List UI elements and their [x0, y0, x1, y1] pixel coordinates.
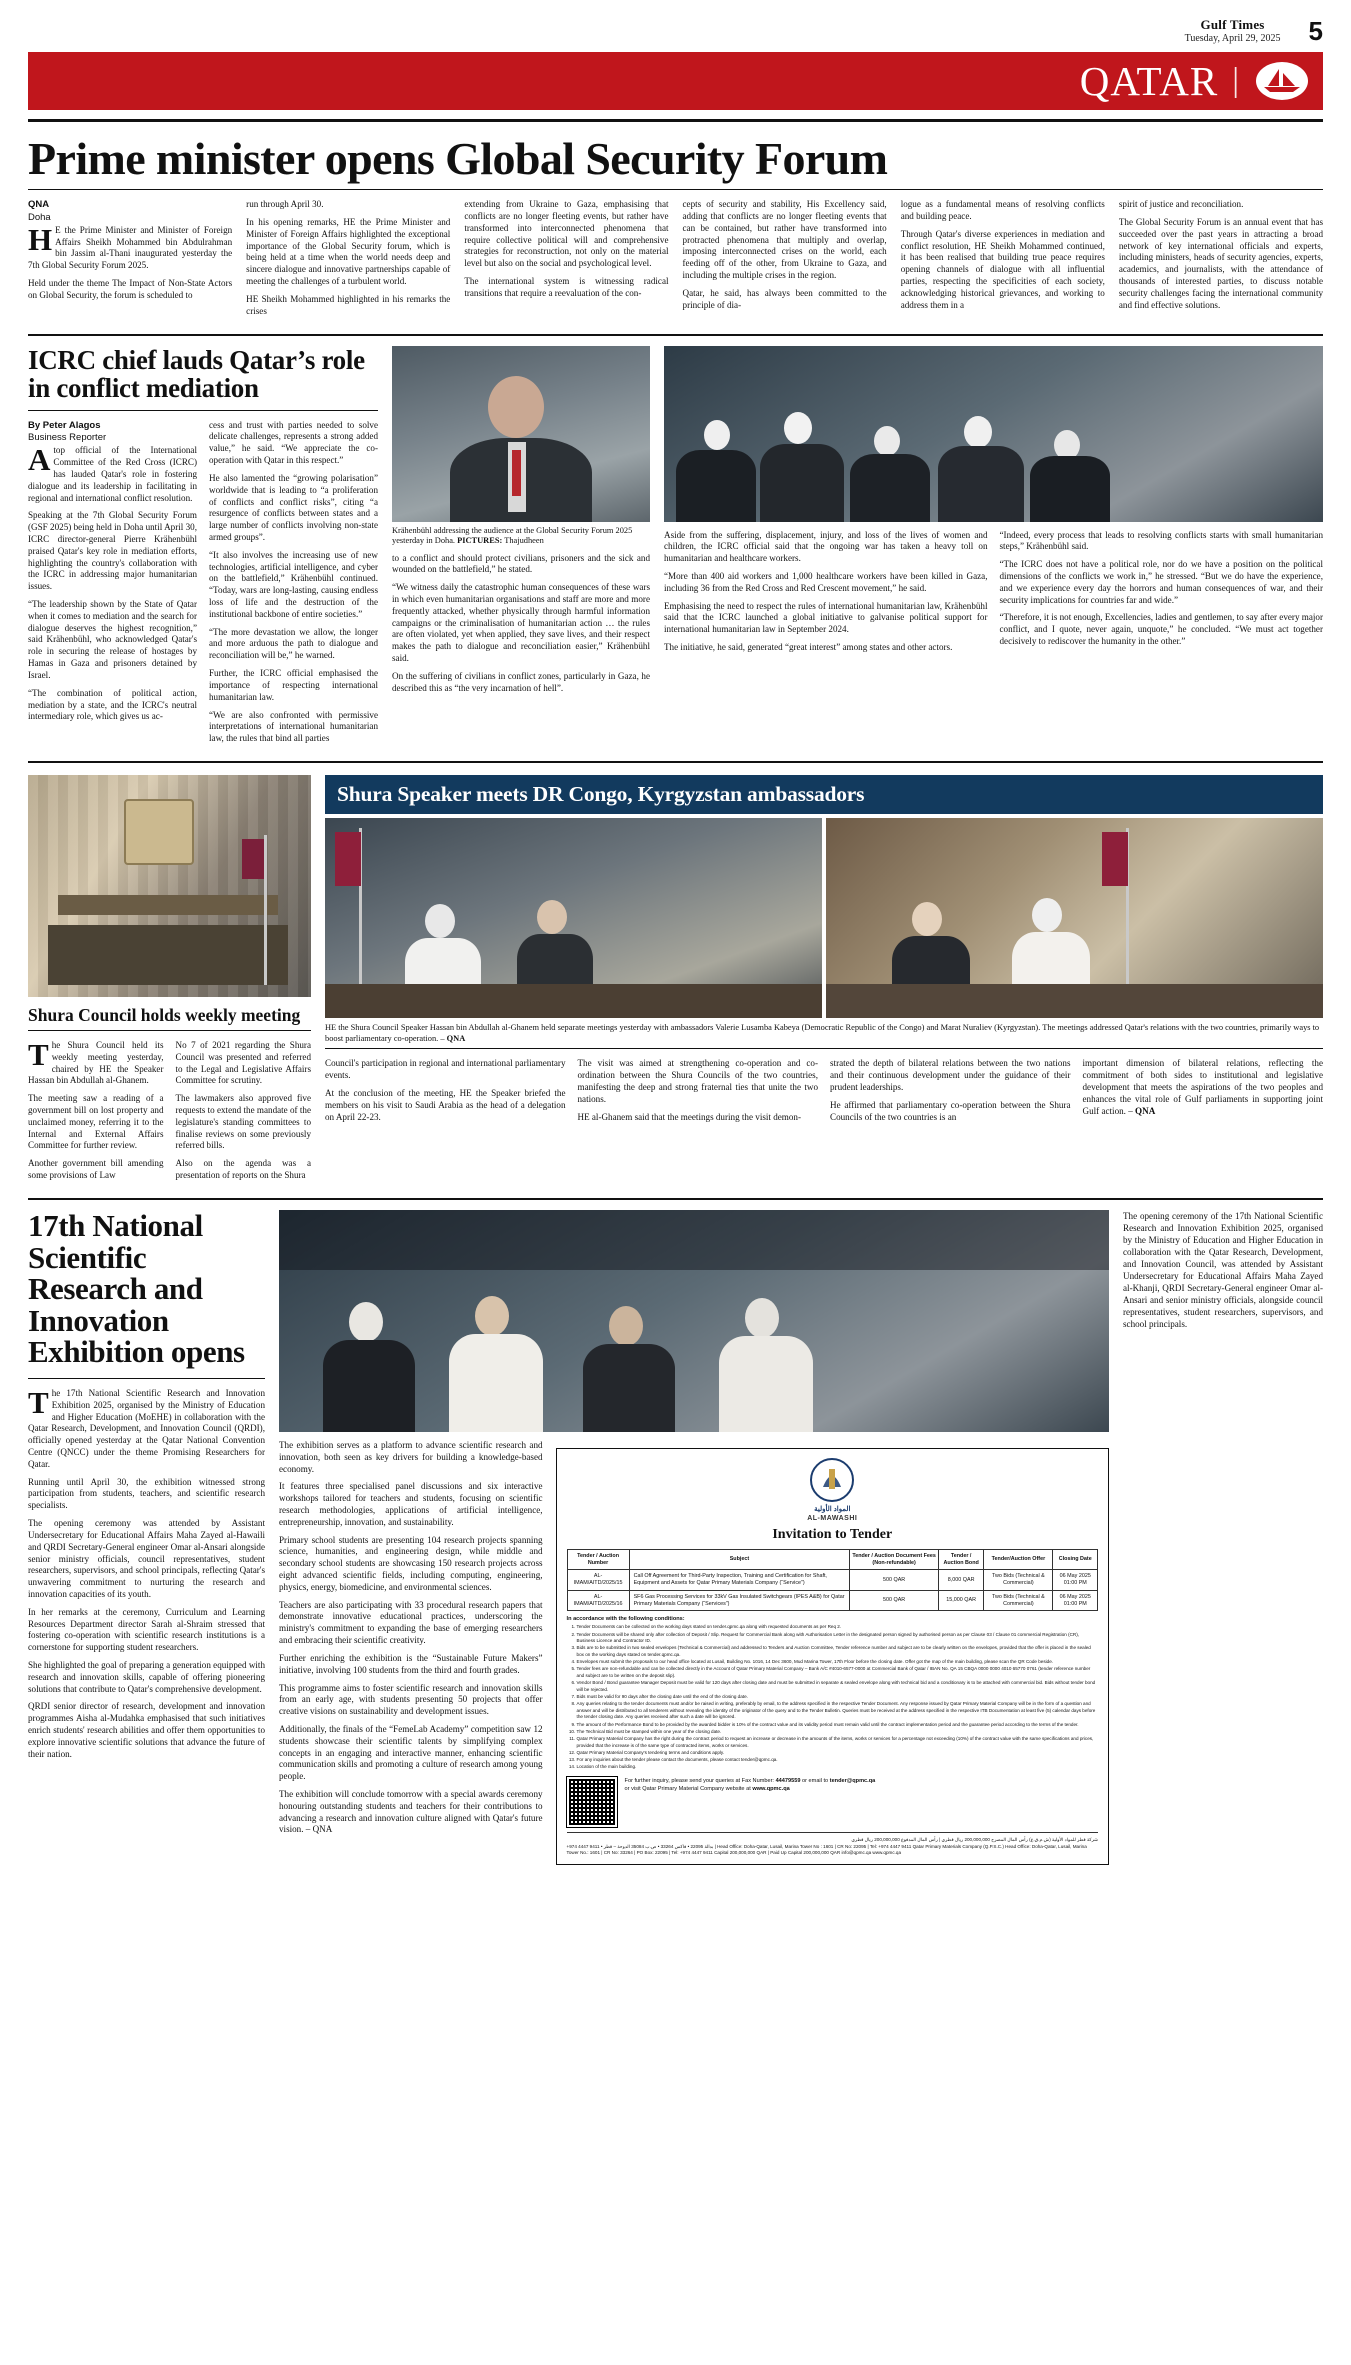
- cell-number: AL-IMAM/AITD/2025/15: [567, 1570, 629, 1591]
- shura-columns-right: [325, 1058, 1323, 1129]
- rule-under-lead-headline: [28, 189, 1323, 190]
- icrc-right-block: [664, 346, 1323, 751]
- caption-text: Krähenbühl addressing the audience at the Global Security Forum 2025 yesterday in Doha.: [392, 525, 633, 546]
- paragraph: Atop official of the International Committee of the Red Cross (ICRC) has lauded Qatar's role in fostering dialogue and its leadership in facilitating in regional and international conflict resolution.: [28, 442, 197, 503]
- rule-under-icrc-headline: [28, 410, 378, 411]
- list-item: 4. Envelopes must submit the proposals to our head office located at Lusail, Building No. 1016, 14 Dec 3600, Mud Marina Tower, 17th Floor before the closing date. Offer got the map of the main building, please scan the QR Code beside.: [577, 1659, 1098, 1666]
- paragraph: “It also involves the increasing use of new technologies, artificial intelligence, and cyber on the battlefield,” Krähenbühl continued. “Today, wars are long-lasting, causing endless loss of life and the destruction of the institutional backbone of entire societies.”: [209, 549, 378, 619]
- cell-subject: SF6 Gas Processing Services for 33kV Gas Insulated Switchgears (IPES A&B) for Qatar Primary Materials Company (“Services”): [629, 1590, 850, 1611]
- paragraph: The initiative, he said, generated “great interest” among states and other actors.: [664, 642, 953, 653]
- photo-shura-chamber: [28, 775, 311, 997]
- paragraph: strated the depth of bilateral relations between the two nations and their continuous development under the guidance of their prudent leaderships.: [830, 1058, 1071, 1093]
- list-item: 5. Tender fees are non-refundable and can be collected directly in the Account of Qatar Primary Material Company – Bank A/C #4010-6577-0000 at Commercial Bank of Qatar / IBAN No. QA 15 CBQA 0000 0000 4010 65770 0761 (tender reference number and subject are to be written on the deposit slip).: [577, 1666, 1098, 1679]
- paragraph: The visit was aimed at strengthening co-operation and co-ordination between the Shura Councils of the two countries, manifesting the deep and strong fraternal ties that unite the two nations.: [577, 1058, 818, 1104]
- paragraph: He also lamented the “growing polarisation” worldwide that is leading to “a proliferation of conflicts and conflict risks”, citing “a resurgence of conflicts between states and a large number of conflicts involving non-state armed groups”.: [209, 472, 378, 542]
- photo-exhibition-opening: [279, 1210, 1109, 1432]
- section-banner: [28, 52, 1323, 110]
- enquiry-web-label: or visit Qatar Primary Material Company website at: [624, 1786, 751, 1793]
- section-title: QATAR: [1079, 58, 1219, 105]
- ad-brand-english: AL-MAWASHI: [807, 1514, 858, 1522]
- lead-column-6: [1119, 199, 1323, 323]
- paragraph: No 7 of 2021 regarding the Shura Council was presented and referred to the Legal and Legislative Affairs Committee for scrutiny.: [175, 1039, 311, 1086]
- list-item: 9. The amount of the Performance Bond to be provided by the awarded bidder is 10% of the contract value and its validity period must remain valid until the contract implementation period and the guarantee period according to the terms of the tender.: [577, 1722, 1098, 1729]
- th-fees: Tender / Auction Document Fees (Non-refundable): [850, 1549, 939, 1570]
- national-middle-block: [279, 1210, 1109, 1865]
- icrc-column-4: [664, 530, 988, 660]
- paragraph: HE Sheikh Mohammed highlighted in his remarks the crises: [246, 293, 451, 316]
- shura-paragraph-text: important dimension of bilateral relations, reflecting the commitment of both sides to institutional and legislative development that meets the aspirations of the two peoples and enhances the vital role of Gulf parliaments in supporting joint Gulf action. –: [1082, 1058, 1323, 1116]
- qpmc-logo-icon: [809, 1457, 855, 1503]
- th-bond: Tender / Auction Bond: [938, 1549, 983, 1570]
- dhow-logo-icon: [1255, 61, 1309, 101]
- cell-offer: Two Bids (Technical & Commercial): [984, 1590, 1053, 1611]
- ad-brand-arabic: المواد الأولية: [814, 1505, 851, 1513]
- cell-fees: 500 QAR: [850, 1590, 939, 1611]
- paragraph: It features three specialised panel discussions and six interactive workshops tailored for teachers and students, focusing on scientific research methodologies, applications of artificial intelligence, entrepreneurship, innovation, and sustainability.: [279, 1481, 543, 1527]
- shura-columns-left: [28, 1036, 311, 1188]
- paragraph: Also on the agenda was a presentation of reports on the Shura: [175, 1158, 311, 1181]
- ad-footer-english: +974 4447 9411 • بدالة 22095 • فاكس 33264 • ص.ب 35084 الدوحة – قطر | Head Office: Doha-Qatar, Lusail, Marina Tower No : 1601 | CR No: 22095 | Tel: +974 4447 9411 Qatar Primary Materials Company (Q.P.S.C.) Head Office: Doha-Qatar, Lusail, Marina Tower No.: 1601 | CR No: 33264 | PO Box: 22095 | Tel: +974 4447 9411 Capital 200,000,000 QAR | Paid Up Capital 200,000,000 QAR info@qpmc.qa www.qpmc.qa: [566, 1843, 1087, 1856]
- page-number: 5: [1308, 16, 1323, 47]
- paragraph: “The ICRC does not have a political role, nor do we have a position on the political dimensions of the conflicts we work in,” he stressed. “But we do have the experience, and we experience every day the horrors and human consequences of war, and their security implications for countries far and wide.”: [999, 559, 1323, 605]
- banner-divider: |: [1232, 62, 1239, 100]
- rule-under-banner: [28, 119, 1323, 122]
- th-offer: Tender/Auction Offer: [984, 1549, 1053, 1570]
- photo-caption-krahenbuhl: [392, 526, 650, 547]
- national-column-1: [28, 1384, 265, 1761]
- shura-column-4: [578, 1058, 819, 1129]
- icrc-column-2: [209, 420, 378, 751]
- ad-footer: [567, 1777, 1098, 1827]
- paragraph: The lawmakers also approved five requests to extend the mandate of the legislature's standing committees to finalise reviews on some previously referred bills.: [175, 1093, 311, 1151]
- paragraph: extending from Ukraine to Gaza, emphasising that conflicts are no longer fleeting events, but rather have transformed into interconnected phenomena that require collective political will and comprehensive strategies for reconstruction, not only on the material level but also on the social and psychological level.: [464, 199, 669, 269]
- paragraph: HE the Prime Minister and Minister of Foreign Affairs Sheikh Mohammed bin Abdulrahman bin Jassim al-Thani inaugurated yesterday the 7th Global Security Forum 2025.: [28, 221, 233, 271]
- paragraph: Additionally, the finals of the “FemeLab Academy” competition saw 12 students showcase their scientific talents by simplifying complex concepts in an engaging and interactive manner, enhancing scientific communication skills and promoting a culture of research among young people.: [279, 1723, 543, 1782]
- ad-footer-arabic: شركة قطر للمواد الأولية (ش.م.ق.ع) رأس المال المصرح 200,000,000 ريال قطري | رأس المال المدفوع 200,000,000 ريال قطري: [567, 1832, 1098, 1844]
- tender-table-header-row: [567, 1549, 1097, 1570]
- ad-conditions-list: [567, 1624, 1098, 1770]
- icrc-columns-under-photo: [392, 553, 650, 701]
- icrc-story: [28, 346, 1323, 751]
- byline-source: QNA: [28, 199, 50, 211]
- paragraph: Aside from the suffering, displacement, injury, and loss of the lives of women and children, the ICRC official said that the ongoing war has taken a heavy toll on humanitarian and healthcare workers.: [664, 529, 988, 564]
- paragraph: spirit of justice and reconciliation.: [1118, 199, 1244, 210]
- national-headline: 17th National Scientific Research and Innovation Exhibition opens: [28, 1207, 245, 1370]
- shura-paragraph: [1083, 1058, 1324, 1117]
- list-item: 13. For any inquiries about the tender please contact the documents, please contact tender@qpmc.qa.: [577, 1757, 1098, 1764]
- cell-subject: Call Off Agreement for Third-Party Inspection, Training and Certification for Shaft, Equipment and Assets for Qatar Primary Materials Company (“Service”): [629, 1570, 850, 1591]
- caption-text: HE the Shura Council Speaker Hassan bin Abdullah al-Ghanem held separate meetings yesterday with ambassadors Valerie Lusamba Kabeya (Democratic Republic of the Congo) and Marat Nuraliev (Kyrgyzstan). The meetings addressed Qatar's relations with the two countries, primarily ways to boost parliamentary co-operation. –: [325, 1022, 1320, 1043]
- paragraph: At the conclusion of the meeting, HE the Speaker briefed the members on his visit to Saudi Arabia as the head of a delegation on April 22-23.: [325, 1088, 566, 1122]
- paragraph: logue as a fundamental means of resolving conflicts and building peace.: [900, 199, 1105, 222]
- caption-credit: QNA: [446, 1033, 466, 1043]
- ad-title: Invitation to Tender: [772, 1526, 893, 1542]
- list-item: 6. Vendor Bond / Bond guarantee Manager Deposit must be valid for 120 days after closing date and must be submitted in separate & sealed envelope along with technical bid and a conditionary is to be attached with commercial bid. Bids without tender bond will be rejected.: [577, 1680, 1098, 1693]
- byline-city: Doha: [28, 212, 51, 224]
- paragraph: The Global Security Forum is an annual event that has succeeded over the past years in attracting a broad network of key international officials and experts, including ministers, heads of security agencies, experts, academics, and journalists, with the attendance of thousands of interested parties, to discuss notable security challenges facing the international community and find effective solutions.: [1118, 217, 1324, 310]
- icrc-headline: ICRC chief lauds Qatar’s role in conflict mediation: [28, 344, 365, 403]
- photo-krahenbuhl: [392, 346, 650, 522]
- publication-title: Gulf Times: [1200, 17, 1265, 32]
- publication-date: Tuesday, April 29, 2025: [1184, 33, 1281, 45]
- list-item: 7. Bids must be valid for 90 days after the closing date until the end of the closing date.: [577, 1694, 1098, 1701]
- enquiry-email-label: or email to: [802, 1777, 829, 1784]
- rule-above-national: [28, 1198, 1323, 1200]
- table-row: [567, 1590, 1097, 1611]
- caption-credit-label: PICTURES:: [457, 536, 503, 546]
- paragraph: Another government bill amending some provisions of Law: [28, 1158, 164, 1181]
- paragraph: cepts of security and stability, His Excellency said, adding that conflicts are no longer fleeting events that can be contained, but rather have transformed into protracted phenomena that multiply and overlap, imposing interconnected crises on the world, each feeding off of the other, from Ukraine to Gaza, and including the multiple crises in the region.: [682, 199, 887, 281]
- enquiry-fax: 44479559: [775, 1777, 801, 1784]
- paragraph: QRDI senior director of research, development and innovation programmes Aisha al-Mudahka emphasised that such initiatives enrich students' research abilities and offer them opportunities to explore innovative scientific solutions that advance the future of their nation.: [28, 1701, 265, 1759]
- paragraph: On the suffering of civilians in conflict zones, particularly in Gaza, he described this as “the very incarnation of hell”.: [392, 670, 650, 693]
- cell-bond: 15,000 QAR: [938, 1590, 983, 1611]
- paragraph: cess and trust with parties needed to solve delicate challenges, represents a strong added value,” he said. “We appreciate the co-operation with Qatar in this respect.”: [209, 419, 378, 466]
- paragraph: “The more devastation we allow, the longer and more arduous the path to dialogue and reconciliation will be,” he warned.: [209, 626, 378, 661]
- shura-banner-headline: Shura Speaker meets DR Congo, Kyrgyzstan ambassadors: [325, 775, 1323, 814]
- paragraph: He affirmed that parliamentary co-operation between the Shura Councils of the two countries is an: [830, 1099, 1071, 1122]
- icrc-byline: [28, 420, 197, 446]
- paragraph: Held under the theme The Impact of Non-State Actors on Global Security, the forum is scheduled to: [28, 278, 233, 300]
- icrc-left-block: [28, 346, 378, 751]
- paragraph: Further, the ICRC official emphasised the importance of respecting international humanitarian law.: [209, 668, 378, 702]
- shura-photo-row: [325, 818, 1323, 1018]
- paragraph: She highlighted the goal of preparing a generation equipped with research and innovation skills, capable of offering pioneering solutions that contribute to Qatar's comprehensive development.: [28, 1660, 265, 1694]
- photo-caption-shura: [325, 1023, 1323, 1045]
- paragraph: The exhibition will conclude tomorrow with a special awards ceremony honouring outstanding students and teachers for their contributions to advancing a research and innovation culture aligned with Qatar's future vision. – QNA: [279, 1789, 543, 1835]
- paragraph: “The leadership shown by the State of Qatar when it comes to mediation and the search for dialogue deserves the highest recognition,” said Krähenbühl, who acknowledged Qatar's role in securing the release of hostages by Hamas in Gaza and prisoners detained by Israel.: [28, 599, 197, 680]
- table-row: [567, 1570, 1097, 1591]
- shura-right-block: [325, 775, 1323, 1188]
- masthead-center: [1185, 18, 1281, 44]
- paragraph: HE al-Ghanem said that the meetings during the visit demon-: [577, 1111, 802, 1122]
- shura-credit: QNA: [1135, 1105, 1156, 1116]
- photo-shura-meeting-congo: [325, 818, 822, 1018]
- paragraph: Through Qatar's diverse experiences in mediation and conflict resolution, HE Sheikh Mohammed continued, it has been realised that building true peace requires opening channels of dialogue with all influential parties, respecting the specificities of each society, acknowledging historical grievances, and working to address them in a: [900, 228, 1105, 310]
- lead-column-5: [901, 199, 1105, 323]
- national-columns-middle: [279, 1440, 1109, 1865]
- caption-credit: Thajudheen: [504, 536, 544, 546]
- cell-bond: 8,000 QAR: [938, 1570, 983, 1591]
- tender-advertisement: [556, 1448, 1109, 1865]
- paragraph: “We witness daily the catastrophic human consequences of these wars in which even humanitarian organisations and staff are more and more frequently attacked, whether physically through harmful information campaigns or the criminalisation of humanitarian action … the rules are often violated, yet when applied, they save lives, and their respect makes the path to dialogue and reconciliation easier,” Krähenbühl said.: [392, 582, 650, 664]
- lead-column-1: [28, 199, 232, 323]
- photo-shura-meeting-kyrgyzstan: [826, 818, 1323, 1018]
- paragraph: Further enriching the exhibition is the “Sustainable Future Makers” initiative, involving 100 students from the third and fourth grades.: [279, 1652, 543, 1675]
- icrc-column-5: [1000, 530, 1324, 660]
- advertisement-block: [556, 1440, 1109, 1865]
- paragraph: The meeting saw a reading of a government bill on lost property and unclaimed money, referring it to the Internal and External Affairs Committee for further review.: [28, 1093, 164, 1151]
- lead-column-2: [246, 199, 450, 323]
- cell-closing: 06 May 2025 01:00 PM: [1053, 1570, 1098, 1591]
- paragraph: The 17th National Scientific Research and Innovation Exhibition 2025, organised by the Ministry of Education and Higher Education (MoEHE) in collaboration with the Qatar Research, Development, and Innovation Council (QRDI), officially opened yesterday at the Qatar National Convention Centre (QNCC) under the theme Promising Researchers for Qatar.: [28, 1384, 265, 1469]
- enquiry-web[interactable]: www.qpmc.qa: [752, 1786, 790, 1793]
- enquiry-email[interactable]: tender@qpmc.qa: [829, 1777, 876, 1784]
- th-closing: Closing Date: [1053, 1549, 1098, 1570]
- paragraph: In his opening remarks, HE the Prime Minister and Minister of Foreign Affairs highlighted the exceptional importance of the Global Security forum, which is being held at a time when the world needs deep and sincere dialogue and innovative partnerships capable of meeting the challenges of a turbulent world.: [246, 217, 451, 287]
- paragraph: Council's participation in regional and international parliamentary events.: [325, 1058, 566, 1081]
- paragraph: In her remarks at the ceremony, Curriculum and Learning Resources Department director Sarah al-Shraim stressed that fostering co-operation with scientific research institutions is a cornerstone for supporting student researchers.: [28, 1606, 265, 1653]
- cell-offer: Two Bids (Technical & Commercial): [984, 1570, 1053, 1591]
- masthead: [28, 0, 1323, 48]
- paragraph: Teachers are also participating with 33 procedural research papers that demonstrate innovative educational practices, underscoring the ministry's commitment to expanding the base of emerging researchers and embracing their scientific creativity.: [279, 1599, 543, 1646]
- list-item: 1. Tender Documents can be collected on the working days stated on tender.qpmc.qa along with requested documents as per Req 2.: [577, 1624, 1098, 1631]
- shura-left-block: [28, 775, 311, 1188]
- icrc-columns-left: [28, 420, 378, 751]
- photo-forum-audience: [664, 346, 1323, 522]
- byline-role: Business Reporter: [28, 432, 107, 444]
- rule-under-shura-caption: [325, 1048, 1323, 1049]
- paragraph: Primary school students are presenting 104 research projects spanning science, humanities, and engineering design, while middle and secondary school students are showcasing 150 research projects across eight advanced scientific fields, including computing, engineering, physics, energy, biomedicine, and environmental sciences.: [279, 1534, 543, 1592]
- shura-story: [28, 775, 1323, 1188]
- paragraph: “More than 400 aid workers and 1,000 healthcare workers have been killed in Gaza, including 36 from the Red Cross and Red Crescent movement,” he said.: [664, 570, 988, 593]
- list-item: 8. Any queries relating to the tender documents must and/or be raised in writing, preferably by email, to the address specified in the respective Tender Document. Any response issued by Qatar Primary Material Company will be in the form of a question and answer and will be distributed to all tenderers without revealing the identity of the originator of the query and to the Tender Bulletin. Queries must be received at the address specified in the respective ITB Documentation at least five (5) calendar days before the tender closing date. Any queries received after such a date will be ignored.: [577, 1701, 1098, 1721]
- paragraph: Emphasising the need to respect the rules of international humanitarian law, Krähenbühl said that the ICRC launched a global initiative to galvanise political support for international humanitarian law in September 2024.: [664, 600, 988, 635]
- lead-column-3: [464, 199, 668, 323]
- national-column-2: [279, 1440, 543, 1865]
- icrc-column-1: [28, 420, 197, 751]
- shura-column-6: [1083, 1058, 1324, 1129]
- rule-under-shura-sub: [28, 1030, 311, 1031]
- qr-code-icon[interactable]: [567, 1777, 617, 1827]
- list-item: 3. Bids are to be submitted in two sealed envelopes (Technical & Commercial) and addressed to Tenders and Auction Committee, Tender reference number and subject are to be clearly written on the envelopes, provided that the offer is placed in the sealed box on the working days stated on tender.qpmc.qa.: [577, 1645, 1098, 1658]
- list-item: 10. The Technical Bid must be stamped within one year of the closing date.: [577, 1729, 1098, 1736]
- lead-story: [28, 133, 1324, 323]
- lead-headline: Prime minister opens Global Security Forum: [28, 133, 888, 185]
- shura-column-2: [176, 1040, 312, 1188]
- enquiry-label: For further inquiry, please send your queries at Fax Number:: [624, 1777, 774, 1784]
- paragraph: The exhibition serves as a platform to advance scientific research and innovation, both seen as key drivers for building a knowledge-based economy.: [279, 1439, 543, 1474]
- lead-columns: [28, 199, 1323, 323]
- byline-author: By Peter Alagos: [28, 419, 101, 431]
- paragraph: This programme aims to foster scientific research and innovation skills from an early age, with students presenting 50 projects that offer creative visions on sustainability and development issues.: [279, 1682, 543, 1717]
- list-item: 2. Tender Documents will be shared only after collection of Deposit / Slip. Request for Commercial Bank along with Authorisation Letter in the designated person signed by authorised person as per Clause 03 / Clause 01 commercial Registration (CR), Business Licence and Contractor ID.: [577, 1632, 1098, 1645]
- paragraph: The opening ceremony was attended by Assistant Undersecretary for Educational Affairs Maha Zayed al-Hawaili and QRDI Secretary-General engineer Omar al-Ansari alongside senior ministry officials, council representatives, student researchers, supervisors, and school principals, reflecting Qatar's unwavering commitment to nurturing the research and innovation capacities of its youth.: [28, 1518, 265, 1599]
- paragraph: “We are also confronted with permissive interpretations of international humanitarian law, the rules that bind all parties: [209, 709, 378, 744]
- paragraph: Running until April 30, the exhibition witnessed strong participation from students, teachers, and scientific research specialists.: [28, 1476, 265, 1511]
- paragraph: Qatar, he said, has always been committed to the principle of dia-: [682, 287, 887, 310]
- paragraph: “Indeed, every process that leads to resolving conflicts starts with small humanitarian steps,” Krähenbühl said.: [999, 529, 1323, 552]
- paragraph: “The combination of political action, mediation by a state, and the ICRC's neutral intermediary role, which gives us ac-: [28, 687, 197, 722]
- tender-table: [567, 1549, 1098, 1612]
- list-item: 14. Location of the main building.: [577, 1764, 1098, 1771]
- cell-fees: 500 QAR: [850, 1570, 939, 1591]
- paragraph: to a conflict and should protect civilians, prisoners and the sick and wounded on the battlefield,” he stated.: [392, 552, 650, 575]
- paragraph: The Shura Council held its weekly meeting yesterday, chaired by HE the Speaker Hassan bin Abdullah al-Ghanem.: [28, 1036, 164, 1086]
- cell-closing: 06 May 2025 01:00 PM: [1053, 1590, 1098, 1611]
- shura-sub-headline: Shura Council holds weekly meeting: [28, 1004, 301, 1025]
- shura-column-1: [28, 1036, 164, 1188]
- paragraph: Speaking at the 7th Global Security Forum (GSF 2025) being held in Doha until April 30, ICRC director-general Pierre Krähenbühl praised Qatar's key role in mediation efforts, highlighting the country's collaboration with the ICRC in addressing major humanitarian issues.: [28, 510, 197, 592]
- lead-byline: [28, 199, 232, 225]
- ad-enquiry: [625, 1777, 876, 1794]
- ad-brand: [567, 1457, 1098, 1522]
- list-item: 11. Qatar Primary Material Company has the right during the contract period to request an increase or decrease in the amounts of the items, works or services for a percentage not exceeding (10%) of the contract value with the same specifications and prices, provided that the increase is of the same type of contracted items, works or services.: [577, 1736, 1098, 1749]
- th-number: Tender / Auction Number: [567, 1549, 629, 1570]
- rule-above-icrc: [28, 334, 1323, 336]
- rule-above-shura: [28, 761, 1323, 763]
- lead-column-4: [683, 199, 887, 323]
- national-story: [28, 1207, 1323, 1865]
- national-right-caption: The opening ceremony of the 17th National Scientific Research and Innovation Exhibition 2025, organised by the Ministry of Education and Higher Education in collaboration with the Qatar Research, Development, and Innovation Council, was attended by Assistant Undersecretary for Educational Affairs Maha Zayed al-Khanji, QRDI Secretary-General engineer Omar al-Ansari and senior ministry officials, alongside council representatives, student researchers, supervisors, and school principals.: [1123, 1210, 1323, 1329]
- national-left-block: [28, 1207, 265, 1865]
- th-subject: Subject: [629, 1549, 850, 1570]
- icrc-photo-block: [392, 346, 650, 751]
- ad-conditions-title: In accordance with the following conditions:: [566, 1616, 685, 1623]
- list-item: 12. Qatar Primary Material Company's tendering terms and conditions apply.: [577, 1750, 1098, 1757]
- shura-column-3: [325, 1058, 566, 1129]
- icrc-columns-right: [664, 530, 1323, 660]
- rule-under-national-headline: [28, 1378, 265, 1379]
- paragraph: The international system is witnessing radical transitions that require a reevaluation of the con-: [464, 276, 669, 298]
- icrc-column-3: [392, 553, 650, 701]
- paragraph: run through April 30.: [246, 199, 324, 210]
- paragraph: “Therefore, it is not enough, Excellencies, ladies and gentlemen, to say after every major conflict, and I quote, never again, unquote,” he concluded. “We must act together decisively to rediscover the humanity in the other.”: [999, 612, 1323, 647]
- cell-number: AL-IMAM/AITD/2025/16: [567, 1590, 629, 1611]
- shura-column-5: [830, 1058, 1071, 1129]
